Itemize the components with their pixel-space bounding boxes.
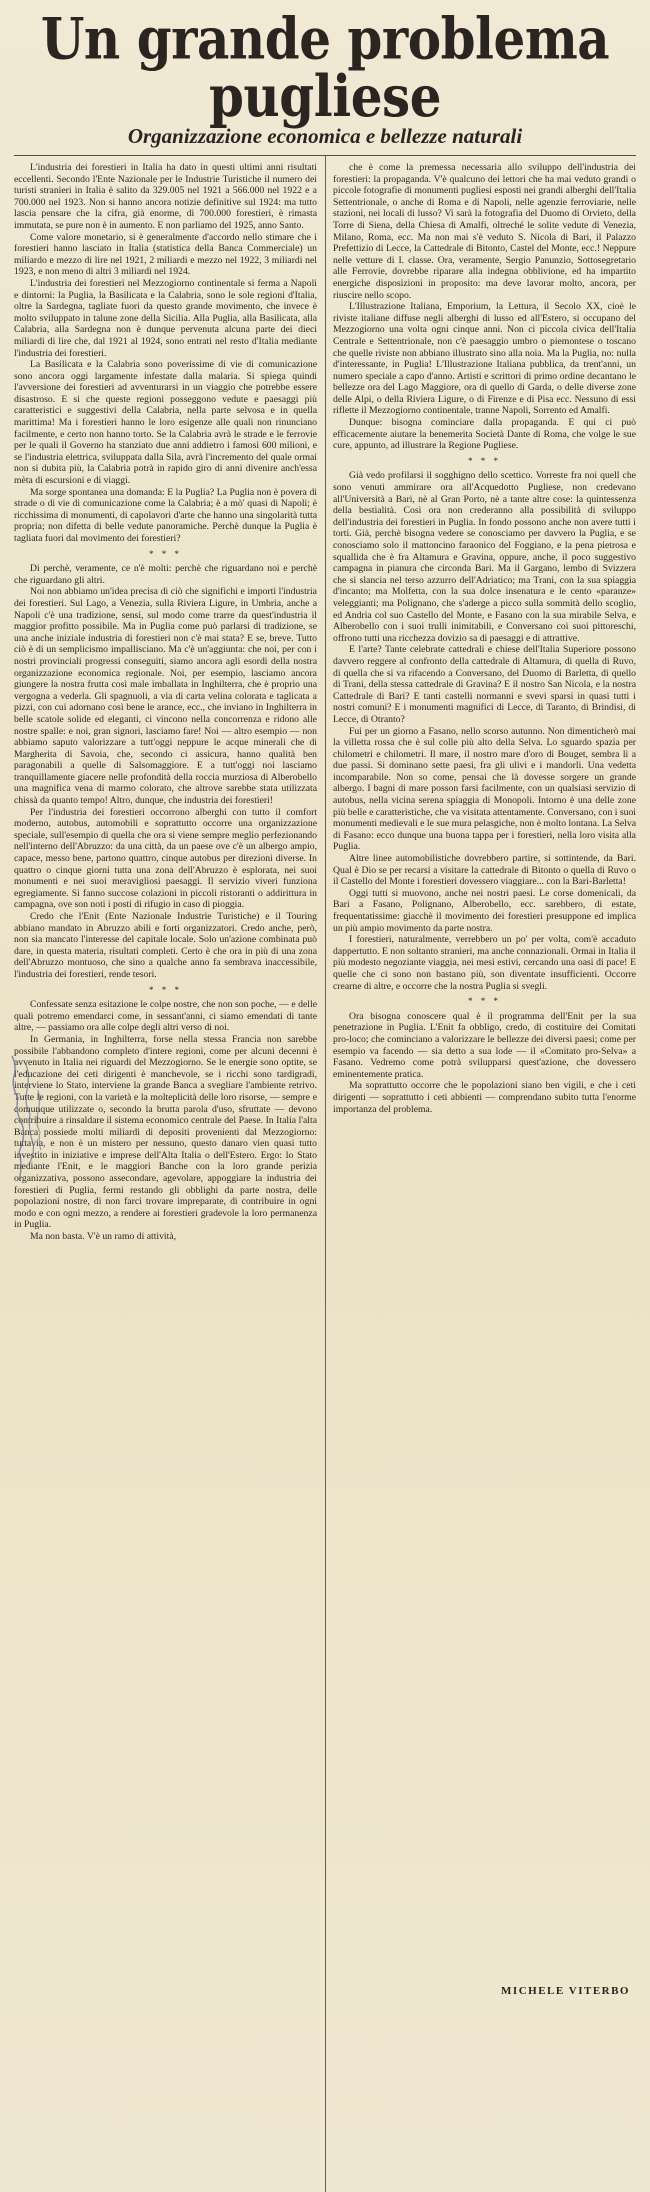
paragraph: La Basilicata e la Calabria sono poverissime di vie di comunicazione sono ancora oggi largamente infestate dalla malaria. Si spiega quindi l'avversione dei forestieri ad avventurarsi in un viaggio che potrebbe essere disastroso. E si che queste regioni posseggono vedute e paesaggi più caratteristici e suggestivi della Calabria, nella parte selvosa e in quella marittima! Ma i forestieri hanno le loro esigenze alle quali non rinunciano facilmente, e certo non hanno torto. Se la Calabria avrà le strade e le ferrovie per le quali il Governo ha stanziato due anni addietro i famosi 600 milioni, e se l'industria elettrica, sviluppata dalla Sila, avrà l'incremento del quale ormai non si dubita più, la Calabria potrà in rapido giro di anni divenire anch'essa mèta di escursioni e di viaggi.	[14, 359, 317, 487]
paragraph: Ora bisogna conoscere qual è il programma dell'Enit per la sua penetrazione in Puglia. L'Enit fa obbligo, credo, di costituire dei Comitati pro-loco; che cominciano a valorizzare le bellezze dei diversi paesi; come per esempio va facendo — sia detto a sua lode — il «Comitato pro-Selva» a Fasano. Vedremo come potrà svilupparsi quest'azione, che dovessero eminentemente pratica.	[333, 1010, 636, 1080]
paragraph: Già vedo profilarsi il sogghigno dello scettico. Vorreste fra noi quell che sono venuti ammirare ora all'Acquedotto Pugliese, non credevano all'Università a Bari, nè al Gran Porto, nè a tante altre cose: la quintessenza della bestialità. Così ora non crederanno alla possibilità di sviluppo dell'industria dei forestieri in Puglia. In fondo possono anche non avere tutti i torti. Già, perchè bisogna vedere se conosciamo per davvero la Puglia, e se conosciamo solo il mattoncino faraonico del Foggiano, e la pena pietrosa e squallida che è fra Altamura e Gravina, oppure, anche, il poco suggestivo campagna in pianura che circonda Bari. Ma il Gargano, lembo di Svizzera che si slancia nel terso azzurro dell'Adriatico; ma Trani, con la sua spiaggia d'incanto; ma Molfetta, con la sua dolce insenatura e le cento «paranze» veleggianti; ma Polignano, che s'aderge a picco sulla sommità dello scoglio, ed Andria col suo Castello del Monte, e Fasano con la sua mirabile Selva, e Alberobello con i suoi trulli inimitabili, e Conversano coi suoi pittoreschi, offrono tutti una ricchezza dovizio sa di paesaggi e di attrattive.	[333, 470, 636, 644]
paragraph: Ma soprattutto occorre che le popolazioni siano ben vigili, e che i ceti dirigenti — soprattutto i ceti abbienti — comprendano subito tutta l'enorme importanza del problema.	[333, 1080, 636, 1115]
subheadline: Organizzazione economica e bellezze naturali	[127, 124, 523, 148]
author-signature: MICHELE VITERBO	[501, 1985, 630, 1997]
paragraph: Confessate senza esitazione le colpe nostre, che non son poche, — e delle quali potremo emendarci come, in sessant'anni, ci siamo emendati di tante altre, — passiamo ora alle colpe degli altri verso di noi.	[14, 999, 317, 1034]
paragraph: Oggi tutti si muovono, anche nei nostri paesi. Le corse domenicali, da Bari a Fasano, Polignano, Alberobello, ecc. sarebbero, di estate, frequentatissime: giacchè il movimento dei forestieri presuppone ed implica un più ampio movimento da parte nostra.	[333, 887, 636, 934]
article-columns	[14, 155, 636, 2192]
paragraph: Altre linee automobilistiche dovrebbero partire, si sottintende, da Bari. Qual è Dio se per recarsi a visitare la cattedrale di Bitonto o quella di Ruvo o il Castello del Monte i forestieri dovessero viaggiare... con la Bari-Barletta!	[333, 853, 636, 888]
paragraph: I forestieri, naturalmente, verrebbero un po' per volta, com'è accaduto dappertutto. E non soltanto stranieri, ma anche connazionali. Ormai in Italia il più modesto negoziante viaggia, nei mesi estivi, cercando una oasi di pace! E quelle che ci sono non bastano più, son diventate insufficienti. Occorre crearne di altre, e occorre che la nostra Puglia si svegli.	[333, 934, 636, 992]
paragraph: Credo che l'Enit (Ente Nazionale Industrie Turistiche) e il Touring abbiano mandato in Abruzzo abili e forti organizzatori. Credo anche, però, non sia mancato l'interesse del capitale locale. Solo un'azione combinata può dare, in questa materia, risultati completi. Certo è che ora in più di una zona dell'Abruzzo montuoso, che sino a qualche anno fa sembrava inaccessibile, l'industria dei forestieri, rende tesori.	[14, 911, 317, 980]
left-column	[14, 156, 317, 2192]
paragraph: Noi non abbiamo un'idea precisa di ciò che significhi e importi l'industria dei forestieri. Sul Lago, a Venezia, sulla Riviera Ligure, in Umbria, anche a Napoli c'è una tradizione, sensi, sul modo come trarre da quest'industria il maggior profitto possibile. Ma in Puglia come può parlarsi di tradizione, se una anche iniziale industria di forestieri non c'è mai stata? E se, breve. Tutto ciò è di un semplicismo impallisciano. Ma c'è un'aggiunta: che noi, per con i nostri provinciali progressi conseguiti, siamo ancora agli esordi della nostra organizzazione economica regionale. Noi, per esempio, lasciamo ancora giungere la nostra frutta così male imballata in Inghilterra, che è proprio una vergogna a vederla. Gli spagnuoli, a via di carta velina colorata e taglicata a pizzi, con cui adornano così bene le arance, ecc., che inviano in Inghilterra in belle scatole solide ed eleganti, ci vincono nella concorrenza e ridono alle nostre spalle: e noi, gran signori, lasciamo fare! Noi — altro esempio — non abbiamo saputo valorizzare a tutt'oggi neppure le acque minerali che di Margherita di Savoia, che, secondo ci assicura, hanno qualità ben paragonabili a quelle di Salsomaggiore. E a tutt'oggi noi lasciamo tranquillamente giacere nelle profondità della roccia murziosa di Alberobello una magnifica vena di marmo colorato, che altrove sarebbe stata utilizzata chissà da quanto tempo! Altro, dunque, che industria dei forestieri!	[14, 586, 317, 807]
right-column	[333, 156, 636, 2087]
section-separator: * * *	[468, 455, 501, 466]
paragraph: che è come la premessa necessaria allo sviluppo dell'industria dei forestieri: la propaganda. V'è qualcuno dei lettori che ha mai veduto grandi o piccole fotografie di monumenti pugliesi esposti nei grandi alberghi dell'Italia Settentrionale, o anche di Roma e di Napoli, nelle agenzie ferroviarie, nelle stazioni, nei locali di lusso? Vi sarà la fotografia del Duomo di Orvieto, della Torre di Siena, della Chiesa di Amalfi, oltreché le solite vedute di Venezia, Milano, Roma, ecc. Ma non mai s'è veduto S. Nicola di Bari, il Palazzo Prefettizio di Lecce, la Cattedrale di Bitonto, Castel del Monte, ecc.! Neppure nelle vetture di I. classe. Ora, veramente, Sergio Panunzio, Sottosegretario alle Ferrovie, dovrebbe riparare alla indegna obblivione, ed ha impartito energiche disposizioni in proposito: ma deve lavorar molto, ancora, per riuscire nello scopo.	[333, 162, 636, 301]
paragraph: Fui per un giorno a Fasano, nello scorso autunno. Non dimenticherò mai la villetta rossa che è sul colle più alto della Selva. Lo sguardo spazia per chilometri e chilometri. Il mare, il nostro mare d'oro di Bouget, sembra lì a due passi. Si dominano sette paesi, fra gli ulivi e i mandorli. Una vedetta incomparabile. Non so come, pensai che là dovesse sorgere un grande albergo. I bagni di mare posson farsi facilmente, con un qualsiasi servizio di autobus, nella vicina serena spiaggia di Monopoli. Intorno è una delle zone più belle e caratteristiche, che va visitata attentamente. Conversano, con i suoi monumenti medievali e le sue mura pelasgiche, non è molto lontana. La Selva di Fasano: ecco dunque una buona tappa per i forestieri, nella loro visita alla Puglia.	[333, 725, 636, 853]
paragraph: L'industria dei forestieri nel Mezzogiorno continentale si ferma a Napoli e dintorni: la Puglia, la Basilicata e la Calabria, sono le sole regioni d'Italia, oltre la Sardegna, tagliate fuori da questo grande movimento, che invece è molto sviluppato in talune zone della Sicilia. Alla Puglia, alla Basilicata, alla Calabria, alla Sardegna non è dunque pervenuta alcuna parte dei dieci miliardi di lire che, dal 1921 al 1924, sono entrati nel resto d'Italia mediante l'industria dei forestieri.	[14, 277, 317, 359]
section-separator: * * *	[468, 996, 501, 1007]
paragraph: L'industria dei forestieri in Italia ha dato in questi ultimi anni risultati eccellenti. Secondo l'Ente Nazionale per le Industrie Turistiche il numero dei turisti stranieri in Italia è salito da 329.005 nel 1921 a 566.000 nel 1922 e a 700.000 nel 1923. Non si hanno ancora notizie definitive sul 1924: ma tutto lascia pensare che la cifra, già enorme, di 700.000 forestieri, è rimasta immutata, se pure non è in aumento. E non parliamo del 1925, anno Santo.	[14, 162, 317, 231]
paragraph: E l'arte? Tante celebrate cattedrali e chiese dell'Italia Superiore possono davvero reggere al confronto della cattedrale di Altamura, di quella di Ruvo, di quella che si va rifacendo a Conversano, del Duomo di Barletta, di quello di Trani, della stessa cattedrale di Gravina? E il nostro San Nicola, e la nostra Cattedrale di Bari? E tanti castelli normanni e svevi sparsi in quasi tutti i nostri comuni? E i monumenti magnifici di Lecce, di Taranto, di Brindisi, di Lecce, di Otranto?	[333, 644, 636, 725]
paragraph: Di perchè, veramente, ce n'è molti: perchè che riguardano noi e perchè che riguardano gli altri.	[14, 563, 317, 586]
paragraph: L'Illustrazione Italiana, Emporium, la Lettura, il Secolo XX, cioè le riviste italiane diffuse negli alberghi di lusso ed all'Estero, si occupano del Mezzogiorno una volta ogni cinque anni. Non ci piccola civica dell'Italia Centrale e Settentrionale, non c'è paesaggio umbro o piemontese o toscano che quelle riviste non abbiano illustrato sino alla noia. Ma la Puglia, no: nulla d'interessante, in Puglia! L'Illustrazione Italiana pubblica, da trent'anni, un numero speciale a capo d'anno. Artisti e scrittori di primo ordine decantano le bellezze ora del Lago Maggiore, ora di quello di Garda, o delle diverse zone delle Alpi, o della Riviera Ligure, o di Firenze e di Pisa ecc. Nessuno di essi riflette il Mezzogiorno continentale, tranne Napoli, Sorrento ed Amalfi.	[333, 301, 636, 417]
paragraph: Dunque: bisogna cominciare dalla propaganda. E qui ci può efficacemente aiutare la benemerita Società Dante di Roma, che volge le sue cure, appunto, ad illustrare la Regione Pugliese.	[333, 417, 636, 452]
headline: Un grande problema pugliese	[40, 4, 610, 130]
section-separator: * * *	[149, 984, 182, 995]
paragraph: In Germania, in Inghilterra, forse nella stessa Francia non sarebbe possibile l'abbandono completo d'intere regioni, come per alcuni decenni è avvenuto in Italia nei riguardi del Mezzogiorno. Se le energie sono optite, se l'educazione dei ceti dirigenti è manchevole, se i ricchi sono tardigradi, interviene lo Stato, interviene la grande Banca a svegliare l'ambiente retrivo. Tutte le regioni, con la varietà e la molteplicità delle loro risorse, — sempre e comunque utilizzate o, secondo la brutta parola d'uso, sfruttate — devono contribuire a rinsaldare il sistema economico centrale del Paese. In Italia l'alta Banca possiede molti miliardi di depositi provenienti dal Mezzogiorno: tuttavia, e non è un mistero per nessuno, questo danaro vien quasi tutto investito in iniziative e imprese dell'Alta Italia o dell'Estero. Ergo: lo Stato mediante l'Enit, e le maggiori Banche con la loro grande perizia organizzativa, possono assecondare, agevolare, appoggiare la industria dei forestieri di Puglia, fermi restando gli obblighi da parte nostra, delle popolazioni nostre, di non farci trovare impreparate, di contribuire in ogni modo e con ogni mezzo, a rendere ai forestieri gradevole la loro permanenza in Puglia.	[14, 1033, 317, 1231]
paragraph: Ma non basta. V'è un ramo di attività,	[30, 1231, 177, 1243]
paragraph: Come valore monetario, si è generalmente d'accordo nello stimare che i forestieri hanno lasciato in Italia (statistica della Banca Commerciale) un miliardo e mezzo di lire nel 1921, 2 miliardi e mezzo nel 1922, 3 miliardi nel 1923, e non meno di altri 3 miliardi nel 1924.	[14, 231, 317, 278]
section-separator: * * *	[149, 548, 182, 559]
paragraph: Per l'industria dei forestieri occorrono alberghi con tutto il comfort moderno, autobus, automobili e soprattutto occorre una organizzazione speciale, sull'esempio di quella che ora si viene sempre meglio perfezionando nell'interno dell'Abruzzo: da una città, da un paese ove c'è un albergo ampio, capace, messo bene, partono quattro, cinque autobus per direzioni diverse. In quattro o cinque giorni tutta una zona dell'Abruzzo è esplorata, nei suoi monumenti e nei suoi meravigliosi paesaggi. Il servizio viveri funziona egregiamente. Si fanno succose colazioni in piccoli ristoranti o addirittura in campagna, ove son noti i posti di rifugio in caso di pioggia.	[14, 806, 317, 911]
paragraph: Ma sorge spontanea una domanda: E la Puglia? La Puglia non è povera di strade o di vie di comunicazione come la Calabria; è a mò' quasi di Napoli; è ricchissima di monumenti, di capolavori d'arte che hanno una singolarità tutta propria; non difetta di belle vedute panoramiche. Perchè dunque la Puglia è tagliata fuori dal movimento dei forestieri?	[14, 486, 317, 544]
